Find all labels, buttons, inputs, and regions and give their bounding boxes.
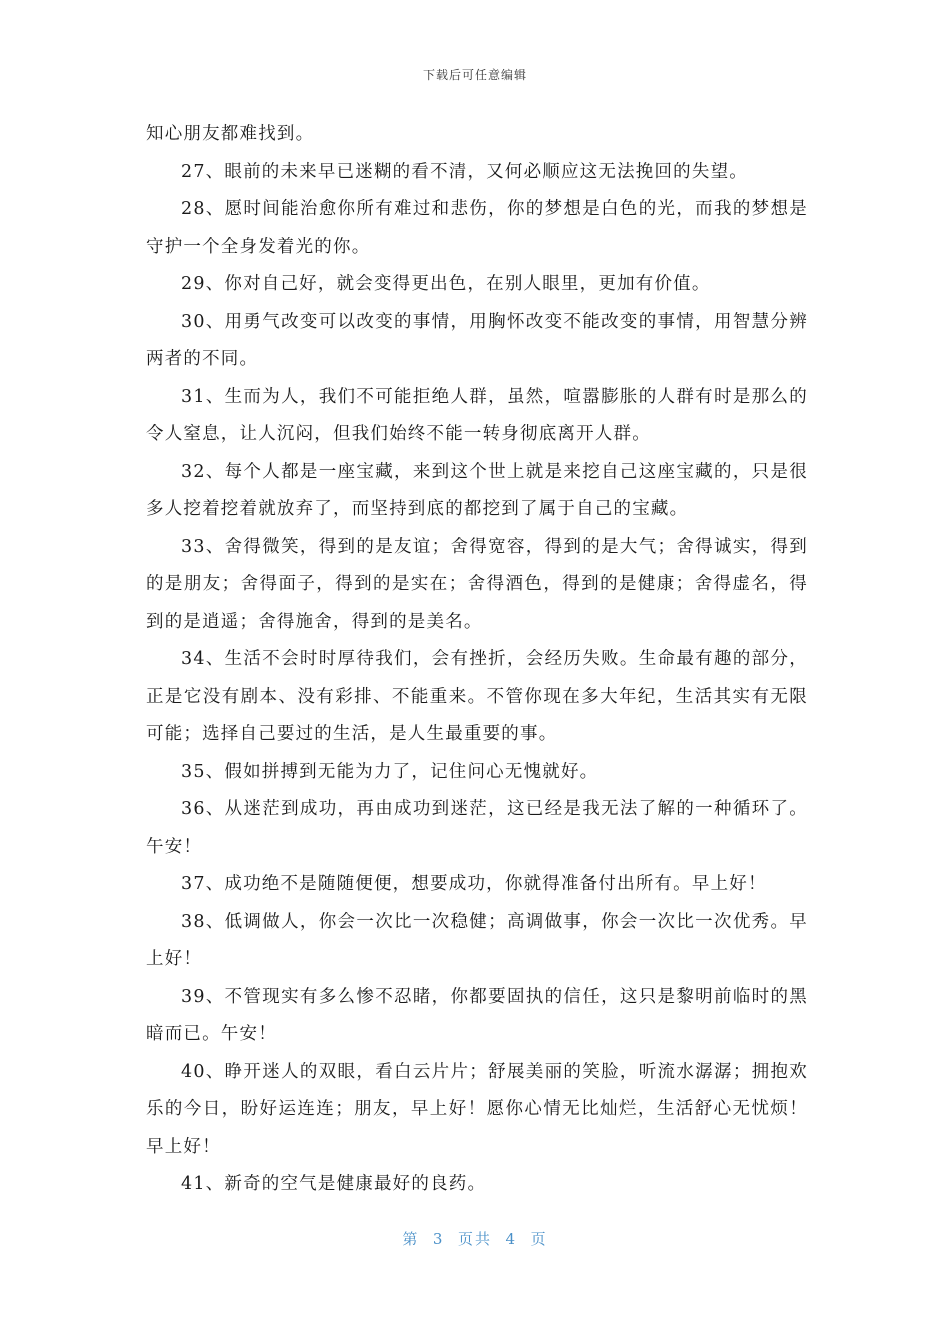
paragraph-32: 32、每个人都是一座宝藏，来到这个世上就是来挖自己这座宝藏的，只是很多人挖着挖着就放弃了，而坚持到底的都挖到了属于自己的宝藏。 (146, 461, 808, 519)
page-header: 下载后可任意编辑 (422, 68, 527, 82)
paragraph-36: 36、从迷茫到成功，再由成功到迷茫，这已经是我无法了解的一种循环了。午安！ (146, 799, 808, 857)
paragraph-34: 34、生活不会时时厚待我们，会有挫折，会经历失败。生命最有趣的部分，正是它没有剧本、没有彩排、不能重来。不管你现在多大年纪，生活其实有无限可能；选择自己要过的生活，是人生最重要的事。 (146, 649, 808, 744)
paragraph-31: 31、生而为人，我们不可能拒绝人群，虽然，喧嚣膨胀的人群有时是那么的令人窒息，让人沉闷，但我们始终不能一转身彻底离开人群。 (146, 386, 808, 444)
paragraph-39: 39、不管现实有多么惨不忍睹，你都要固执的信任，这只是黎明前临时的黑暗而已。午安！ (146, 986, 808, 1044)
paragraph-29: 29、你对自己好，就会变得更出色，在别人眼里，更加有价值。 (181, 274, 711, 294)
paragraph-35: 35、假如拼搏到无能为力了，记住问心无愧就好。 (181, 761, 599, 782)
paragraph-27: 27、眼前的未来早已迷糊的看不清，又何必顺应这无法挽回的失望。 (181, 161, 748, 182)
document-body (146, 116, 808, 1204)
paragraph-30: 30、用勇气改变可以改变的事情，用胸怀改变不能改变的事情，用智慧分辨两者的不同。 (146, 311, 808, 369)
paragraph-28: 28、愿时间能治愈你所有难过和悲伤，你的梦想是白色的光，而我的梦想是守护一个全身发着光的你。 (146, 199, 808, 257)
paragraph-40: 40、睁开迷人的双眼，看白云片片；舒展美丽的笑脸，听流水潺潺；拥抱欢乐的今日，盼好运连连；朋友，早上好！愿你心情无比灿烂，生活舒心无忧烦！早上好！ (146, 1061, 808, 1157)
paragraph-37: 37、成功绝不是随随便便，想要成功，你就得准备付出所有。早上好！ (181, 874, 767, 894)
paragraph-33: 33、舍得微笑，得到的是友谊；舍得宽容，得到的是大气；舍得诚实，得到的是朋友；舍得面子，得到的是实在；舍得酒色，得到的是健康；舍得虚名，得到的是逍遥；舍得施舍，得到的是美名。 (146, 536, 808, 632)
paragraph-38: 38、低调做人，你会一次比一次稳健；高调做事，你会一次比一次优秀。早上好！ (146, 911, 808, 969)
page-number-footer: 第 3 页共 4 页 (402, 1230, 548, 1248)
paragraph-continuation: 知心朋友都难找到。 (146, 124, 315, 144)
paragraph-41: 41、新奇的空气是健康最好的良药。 (181, 1174, 487, 1194)
